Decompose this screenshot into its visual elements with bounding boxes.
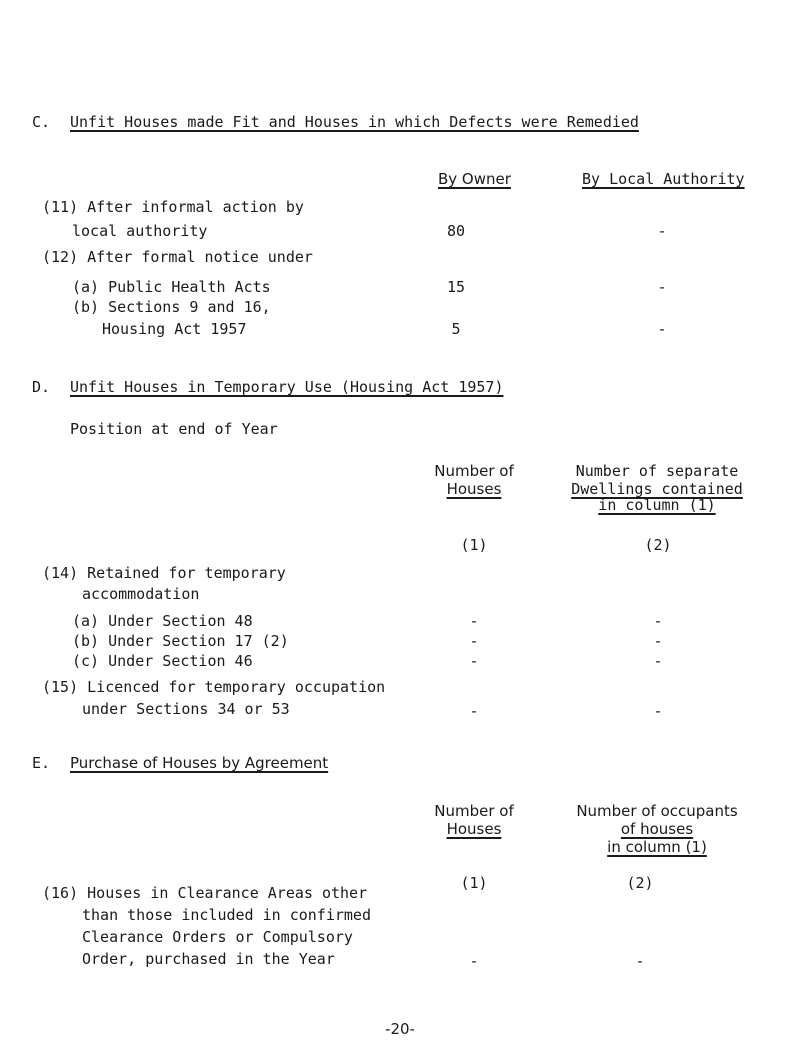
- section-d-position-label: Position at end of Year: [70, 420, 278, 438]
- d-col2-header-line3: in column (1): [598, 496, 716, 514]
- d-col1-header-line2: Houses: [446, 480, 502, 498]
- row-14a-col2-value: -: [653, 612, 663, 630]
- e-col1-header-line2: Houses: [446, 820, 502, 838]
- d-col2-header-line2: Dwellings contained: [571, 480, 743, 498]
- row-15-label-line2: under Sections 34 or 53: [82, 700, 290, 718]
- row-12b-by-local-value: -: [657, 320, 667, 338]
- row-16-label-line4: Order, purchased in the Year: [82, 950, 335, 968]
- row-14a-col1-value: -: [469, 612, 479, 630]
- col-by-owner-header: By Owner: [438, 170, 511, 188]
- row-12a-by-owner-value: 15: [446, 278, 466, 296]
- row-14-label-line2: accommodation: [82, 585, 200, 603]
- page-number: -20-: [385, 1020, 415, 1038]
- e-col2-number: (2): [626, 874, 654, 892]
- section-c-title: Unfit Houses made Fit and Houses in which Defects were Remedied: [70, 113, 639, 131]
- row-14a-label: (a) Under Section 48: [72, 612, 253, 630]
- row-12b-label-line2: Housing Act 1957: [102, 320, 247, 338]
- section-c-letter: C.: [32, 113, 51, 131]
- row-11-label-line2: local authority: [72, 222, 208, 240]
- row-14b-col1-value: -: [469, 632, 479, 650]
- section-d-title: Unfit Houses in Temporary Use (Housing Act 1957): [70, 378, 504, 396]
- row-14c-col1-value: -: [469, 652, 479, 670]
- row-14b-label: (b) Under Section 17 (2): [72, 632, 289, 650]
- row-14-label-line1: (14) Retained for temporary: [42, 564, 286, 582]
- section-e-letter: E.: [32, 754, 51, 772]
- row-16-label-line2: than those included in confirmed: [82, 906, 371, 924]
- row-16-label-line3: Clearance Orders or Compulsory: [82, 928, 353, 946]
- col-by-local-authority-header: By Local Authority: [582, 170, 745, 188]
- e-col2-header-line1: Number of occupants: [576, 802, 738, 820]
- e-col2-header-line3: in column (1): [607, 838, 707, 856]
- d-col2-number: (2): [644, 536, 672, 554]
- section-e-title: Purchase of Houses by Agreement: [70, 754, 329, 772]
- row-12a-by-local-value: -: [657, 278, 667, 296]
- row-16-col2-value: -: [635, 952, 645, 970]
- row-12-label: (12) After formal notice under: [42, 248, 313, 266]
- row-16-label-line1: (16) Houses in Clearance Areas other: [42, 884, 368, 902]
- d-col1-number: (1): [460, 536, 488, 554]
- row-14b-col2-value: -: [653, 632, 663, 650]
- row-12b-by-owner-value: 5: [451, 320, 461, 338]
- row-14c-label: (c) Under Section 46: [72, 652, 253, 670]
- e-col2-header-line2: of houses: [620, 820, 694, 838]
- row-11-label-line1: (11) After informal action by: [42, 198, 304, 216]
- d-col2-header-line1: Number of separate: [575, 462, 739, 480]
- row-15-col2-value: -: [653, 702, 663, 720]
- row-15-label-line1: (15) Licenced for temporary occupation: [42, 678, 386, 696]
- e-col1-header-line1: Number of: [434, 802, 514, 820]
- row-12a-label: (a) Public Health Acts: [72, 278, 271, 296]
- e-col1-number: (1): [460, 874, 488, 892]
- section-d-letter: D.: [32, 378, 51, 396]
- row-15-col1-value: -: [469, 702, 479, 720]
- row-11-by-local-value: -: [657, 222, 667, 240]
- row-11-by-owner-value: 80: [446, 222, 466, 240]
- row-16-col1-value: -: [469, 952, 479, 970]
- row-12b-label-line1: (b) Sections 9 and 16,: [72, 298, 271, 316]
- row-14c-col2-value: -: [653, 652, 663, 670]
- d-col1-header-line1: Number of: [434, 462, 514, 480]
